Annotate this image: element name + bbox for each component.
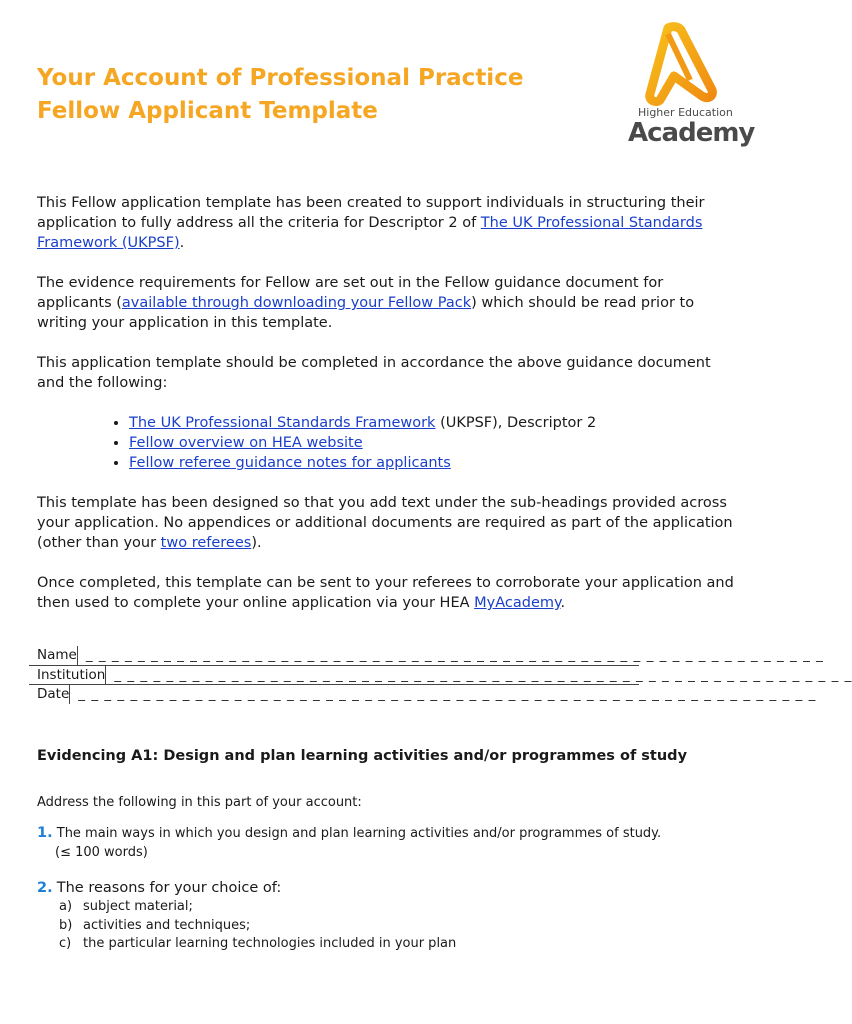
logo-text-higher-education: Higher Education [638, 106, 733, 119]
paragraph-end: ) which should be read prior to writing your application in this template. [37, 295, 695, 331]
question-2 [37, 879, 717, 954]
question-number: 1. [37, 825, 53, 841]
title-line-2: Fellow Applicant Template [37, 98, 378, 124]
paragraph-end: . [560, 595, 566, 611]
paragraph-text: Once completed, this template can be sent to your referees to corroborate your application and then used to complete your online application via your HEA [37, 575, 734, 611]
paragraph-text: This template has been designed so that you add text under the sub-headings provided across your application. No appendices or additional documents are required as part of the application (other than your [37, 495, 733, 551]
logo-text-academy: Academy [628, 118, 755, 148]
paragraph-guidance: This application template should be completed in accordance the above guidance document and the following: [37, 355, 711, 391]
date-row [29, 685, 817, 704]
link-ukpsf[interactable]: The UK Professional Standards Framework (UKPSF) [37, 215, 703, 251]
name-row [29, 646, 824, 666]
paragraph-template-info [37, 493, 737, 553]
hea-logo-icon [638, 24, 718, 104]
applicant-details-table [29, 646, 852, 704]
option-marker: a) [59, 899, 73, 914]
paragraph-evidence [37, 273, 737, 333]
question-text: The reasons for your choice of: [56, 880, 282, 896]
document-body [37, 193, 737, 633]
institution-row [29, 666, 852, 686]
list-item [59, 935, 717, 954]
option-text: activities and techniques; [83, 917, 251, 933]
name-field[interactable]: _ _ _ _ _ _ _ _ _ _ _ _ _ _ _ _ _ _ _ _ _ _ _ _ _ _ _ _ _ _ _ _ _ _ _ _ _ _ _ _ _ _ _ _ _ _ _ _ _ _ _ _ _ _ _ _ _ [85, 647, 824, 663]
list-item-suffix: (UKPSF), Descriptor 2 [435, 415, 597, 431]
hea-logo [626, 24, 755, 154]
document-title [37, 62, 597, 128]
paragraph-text: This Fellow application template has been created to support individuals in structuring their application to fully address all the criteria for Descriptor 2 of [37, 195, 705, 231]
paragraph-end: . [179, 235, 185, 251]
list-item [129, 453, 737, 473]
list-item [129, 413, 737, 433]
paragraph-end: ). [251, 535, 262, 551]
reference-list [37, 413, 737, 473]
section-intro: Address the following in this part of your account: [37, 795, 362, 810]
question-number: 2. [37, 880, 53, 896]
link-fellow-overview[interactable]: Fellow overview on HEA website [129, 435, 363, 451]
list-item [59, 917, 717, 936]
paragraph-intro [37, 193, 737, 253]
paragraph-text: The evidence requirements for Fellow are set out in the Fellow guidance document for applicants ( [37, 275, 664, 311]
name-label: Name [29, 646, 78, 665]
link-myacademy[interactable]: MyAcademy [474, 595, 561, 611]
date-label: Date [29, 685, 70, 704]
option-marker: b) [59, 917, 73, 933]
paragraph-completion [37, 573, 737, 613]
word-limit: (≤ 100 words) [55, 845, 148, 860]
institution-field[interactable]: _ _ _ _ _ _ _ _ _ _ _ _ _ _ _ _ _ _ _ _ _ _ _ _ _ _ _ _ _ _ _ _ _ _ _ _ _ _ _ _ _ _ _ _ _ _ _ _ _ _ _ _ _ _ _ _ _ [114, 666, 852, 683]
section-heading-a1: Evidencing A1: Design and plan learning activities and/or programmes of study [37, 748, 688, 764]
link-ukpsf-descriptor[interactable]: The UK Professional Standards Framework [129, 415, 436, 431]
option-list [37, 898, 717, 954]
option-text: subject material; [83, 899, 193, 914]
date-field[interactable]: _ _ _ _ _ _ _ _ _ _ _ _ _ _ _ _ _ _ _ _ _ _ _ _ _ _ _ _ _ _ _ _ _ _ _ _ _ _ _ _ _ _ _ _ _ _ _ _ _ _ _ _ _ _ _ _ _ [78, 686, 817, 702]
option-text: the particular learning technologies included in your plan [83, 936, 457, 951]
question-1 [37, 824, 717, 862]
question-text: The main ways in which you design and plan learning activities and/or programmes of study. [56, 826, 662, 841]
option-marker: c) [59, 936, 72, 951]
list-item [129, 433, 737, 453]
link-two-referees[interactable]: two referees [160, 535, 252, 551]
list-item [59, 898, 717, 917]
institution-label: Institution [29, 666, 106, 685]
link-referee-guidance[interactable]: Fellow referee guidance notes for applicants [129, 455, 451, 471]
link-fellow-pack[interactable]: available through downloading your Fellow Pack [121, 295, 472, 311]
title-line-1: Your Account of Professional Practice [37, 65, 524, 91]
